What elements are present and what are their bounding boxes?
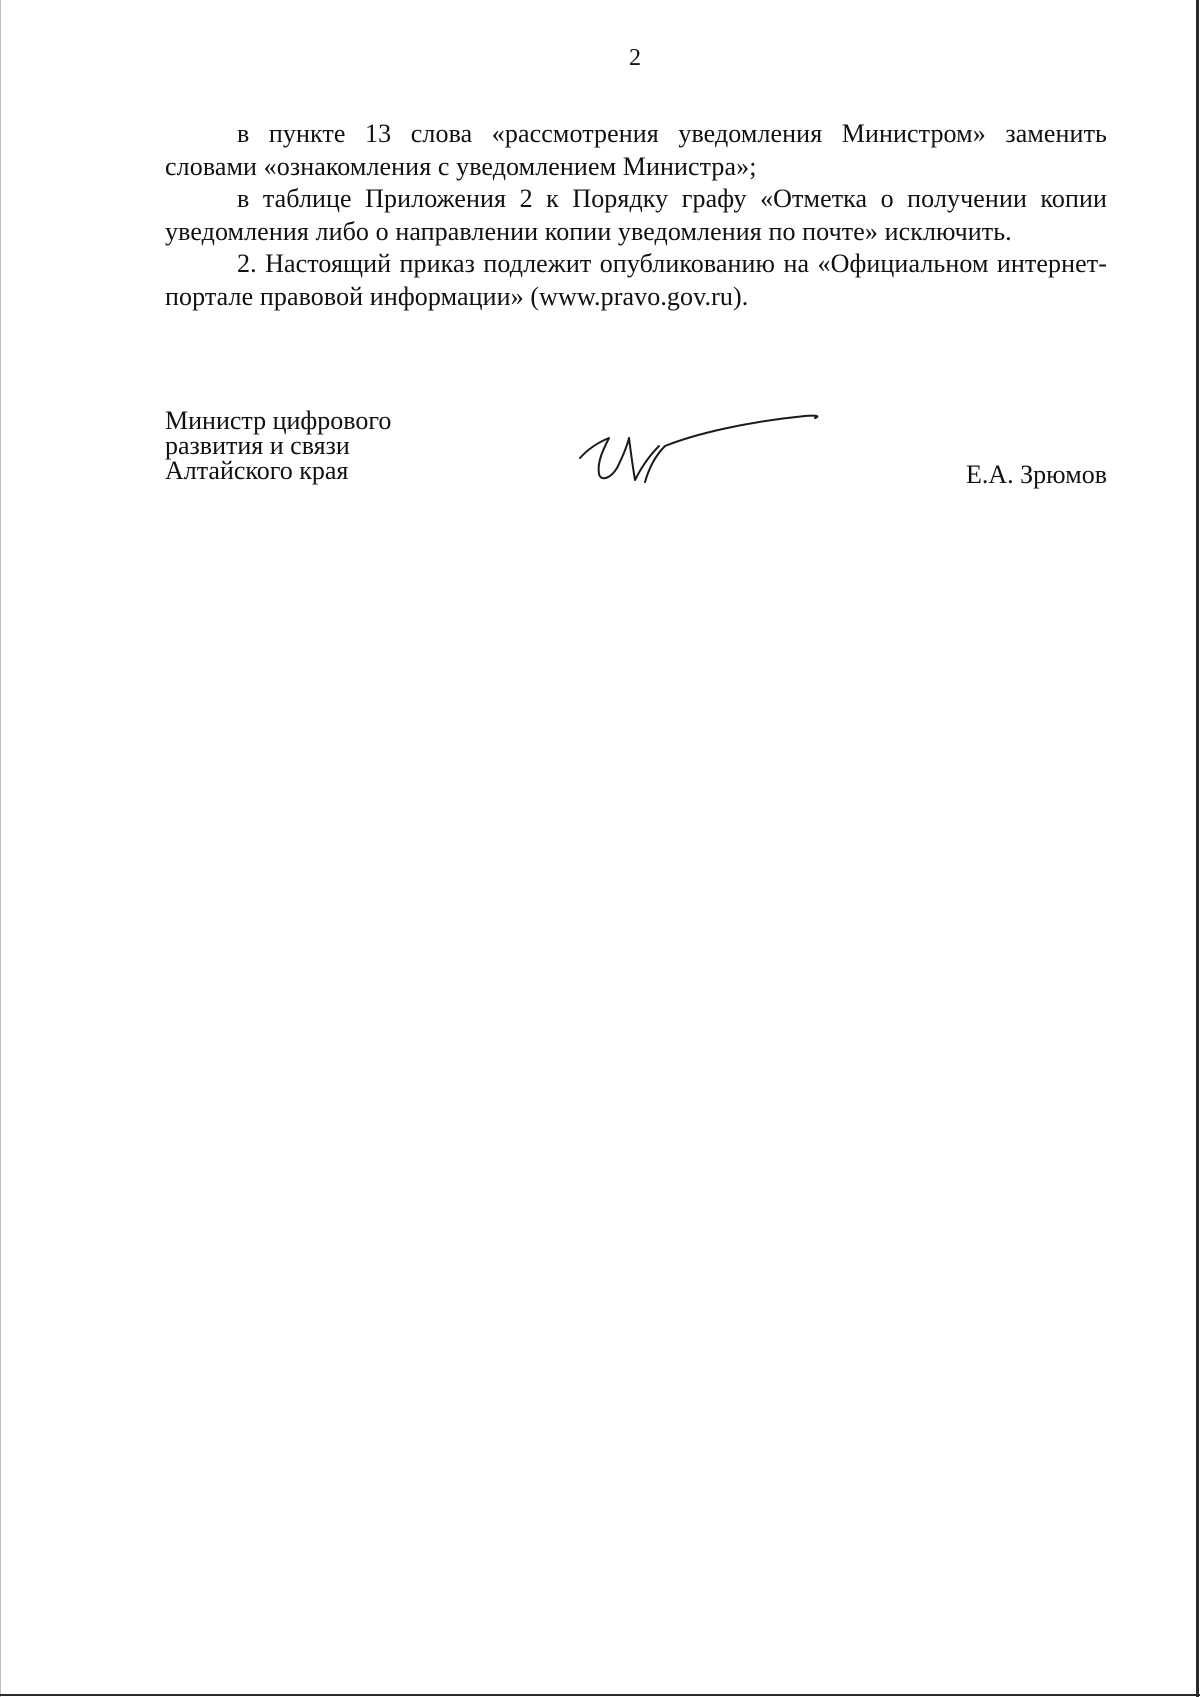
handwritten-signature [575, 408, 835, 498]
signer-title-line: Алтайского края [165, 456, 349, 485]
signer-name: Е.А. Зрюмов [966, 460, 1107, 489]
paragraph-publication: 2. Настоящий приказ подлежит опубликованию на «Официальном интернет-портале правовой информации» (www.pravo.gov.ru). [165, 249, 1107, 311]
scan-edge-bottom [0, 1694, 1200, 1696]
scan-edge-left [0, 0, 1, 1697]
scan-edge-right [1196, 0, 1199, 1697]
signature-block [165, 408, 1107, 498]
page-number: 2 [629, 45, 641, 71]
paragraph-item-13: в пункте 13 слова «рассмотрения уведомления Министром» заменить словами «ознакомления с уведомлением Министра»; [165, 119, 1107, 181]
document-body [165, 118, 1107, 313]
signer-title-line: Министр цифрового [165, 406, 392, 435]
signer-title-line: развития и связи [165, 431, 350, 460]
signer-title [165, 408, 465, 483]
paragraph-appendix-table: в таблице Приложения 2 к Порядку графу «Отметка о получении копии уведомления либо о направлении копии уведомления по почте» исключить. [165, 184, 1107, 246]
